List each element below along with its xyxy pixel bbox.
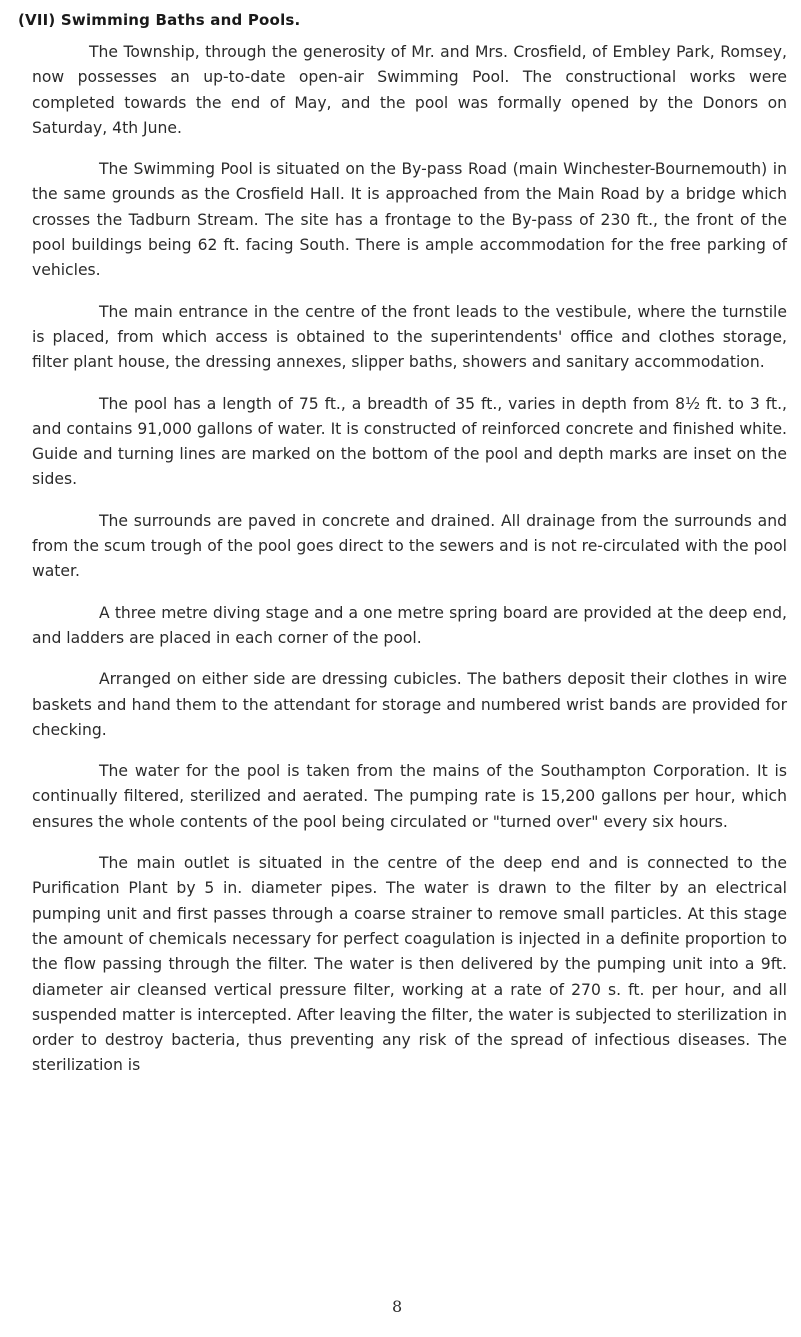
paragraph-entrance: The main entrance in the centre of the front leads to the vestibule, where the turnstile is placed, from which access is obtained to the superintendents' office and clothes storage, filter plant house, the dressing annexes, slipper baths, showers and sanitary accommodation. — [32, 302, 787, 372]
paragraph-location: The Swimming Pool is situated on the By-pass Road (main Winchester-Bournemouth) in the same grounds as the Crosfield Hall. It is approached from the Main Road by a bridge which crosses the Tadburn Stream. The site has a frontage to the By-pass of 230 ft., the front of the pool buildings being 62 ft. facing South. There is ample accommodation for the free parking of vehicles. — [32, 160, 787, 280]
page-number: 8 — [392, 1297, 403, 1316]
paragraph-diving: A three metre diving stage and a one metre spring board are provided at the deep end, and ladders are placed in each corner of the pool. — [32, 603, 787, 647]
paragraph-water-supply: The water for the pool is taken from the mains of the Southampton Corporation. It is continually filtered, sterilized and aerated. The pumping rate is 15,200 gallons per hour, which ensures the whole contents of the pool being circulated or "turned over" every six hours. — [32, 762, 787, 831]
section-heading: (VII) Swimming Baths and Pools. — [18, 11, 301, 29]
paragraph-opening: The Township, through the generosity of Mr. and Mrs. Crosfield, of Embley Park, Romsey, now possesses an up-to-date open-air Swimming Pool. The constructional works were completed towards the end of May, and the pool was formally opened by the Donors on Saturday, 4th June. — [32, 43, 787, 137]
paragraph-purification: The main outlet is situated in the centre of the deep end and is connected to the Purification Plant by 5 in. diameter pipes. The water is drawn to the filter by an electrical pumping unit and first passes through a coarse strainer to remove small particles. At this stage the amount of chemicals necessary for perfect coagulation is injected in a definite proportion to the flow passing through the filter. The water is then delivered by the pumping unit into a 9ft. diameter air cleansed vertical pressure filter, working at a rate of 270 s. ft. per hour, and all suspended matter is intercepted. After leaving the filter, the water is subjected to sterilization in order to destroy bacteria, thus preventing any risk of the spread of infectious diseases. The sterilization is — [32, 854, 787, 1075]
body-text — [32, 40, 787, 1095]
paragraph-dimensions: The pool has a length of 75 ft., a breadth of 35 ft., varies in depth from 8½ ft. to 3 ft., and contains 91,000 gallons of water. It is constructed of reinforced concrete and finished white. Guide and turning lines are marked on the bottom of the pool and depth marks are inset on the sides. — [32, 394, 787, 489]
paragraph-surrounds: The surrounds are paved in concrete and drained. All drainage from the surrounds and from the scum trough of the pool goes direct to the sewers and is not re-circulated with the pool water. — [32, 511, 787, 581]
paragraph-cubicles: Arranged on either side are dressing cubicles. The bathers deposit their clothes in wire baskets and hand them to the attendant for storage and numbered wrist bands are provided for checking. — [32, 670, 787, 739]
